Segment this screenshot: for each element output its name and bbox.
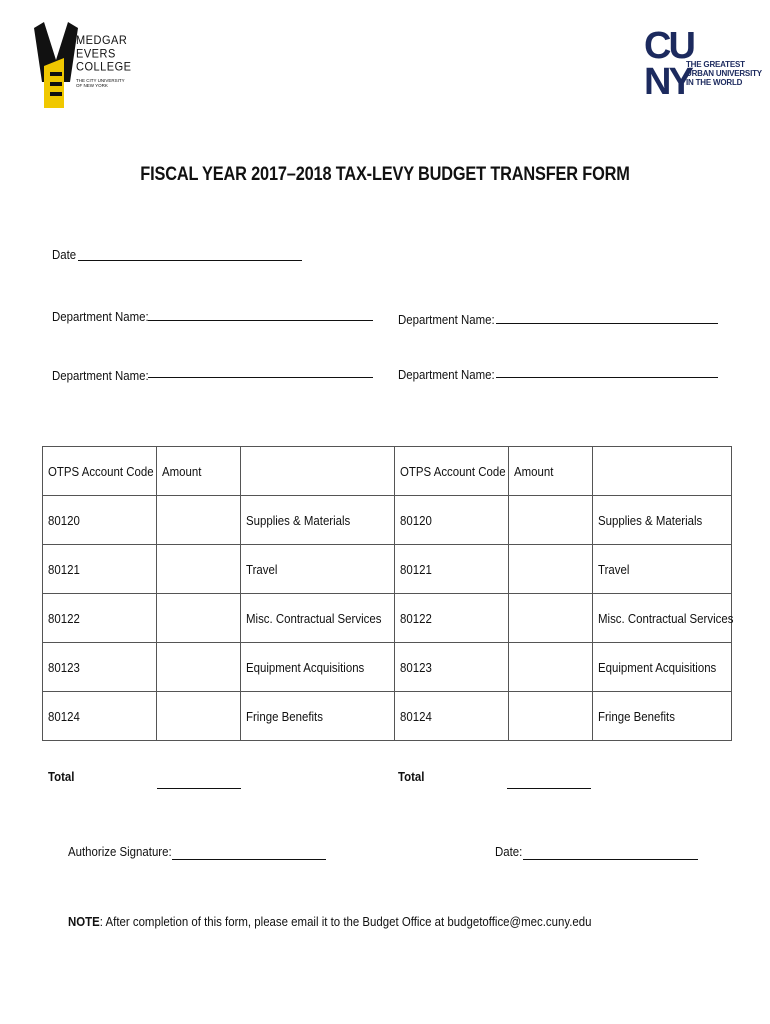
note-text (68, 914, 592, 929)
total-amount-field-left[interactable] (157, 788, 241, 789)
department-name-field-1[interactable] (148, 320, 373, 321)
account-description: Travel (593, 545, 732, 594)
table-row (43, 545, 732, 594)
total-label: Total (48, 769, 75, 784)
account-description: Supplies & Materials (593, 496, 732, 545)
column-header: Amount (157, 447, 241, 496)
amount-cell[interactable] (509, 643, 593, 692)
mec-logo-name: MEDGAR EVERS COLLEGE (76, 34, 132, 74)
signature-date-label: Date: (495, 844, 523, 859)
account-code: 80121 (395, 545, 509, 594)
account-code: 80124 (43, 692, 157, 741)
column-header: Amount (509, 447, 593, 496)
department-name-field-3[interactable] (148, 377, 373, 378)
signature-date-field[interactable] (523, 859, 698, 860)
amount-cell[interactable] (509, 594, 593, 643)
account-description: Equipment Acquisitions (593, 643, 732, 692)
total-label: Total (398, 769, 425, 784)
table-row (43, 496, 732, 545)
account-description: Fringe Benefits (593, 692, 732, 741)
account-description: Equipment Acquisitions (241, 643, 395, 692)
account-description: Supplies & Materials (241, 496, 395, 545)
department-name-label: Department Name: (52, 309, 149, 324)
date-field[interactable] (78, 260, 302, 261)
account-code: 80123 (395, 643, 509, 692)
amount-cell[interactable] (509, 692, 593, 741)
account-code: 80120 (395, 496, 509, 545)
amount-cell[interactable] (509, 496, 593, 545)
column-header (241, 447, 395, 496)
amount-cell[interactable] (157, 545, 241, 594)
department-name-label: Department Name: (398, 367, 495, 382)
account-description: Misc. Contractual Services (241, 594, 395, 643)
account-code: 80122 (43, 594, 157, 643)
table-row (43, 692, 732, 741)
amount-cell[interactable] (157, 594, 241, 643)
table-row (43, 643, 732, 692)
form-title: FISCAL YEAR 2017–2018 TAX-LEVY BUDGET TRANSFER FORM (140, 164, 630, 185)
amount-cell[interactable] (157, 692, 241, 741)
amount-cell[interactable] (157, 643, 241, 692)
note-label: NOTE (68, 914, 100, 929)
column-header: OTPS Account Code (43, 447, 157, 496)
column-header: OTPS Account Code (395, 447, 509, 496)
svg-text:NY: NY (644, 61, 691, 102)
department-name-label: Department Name: (398, 312, 495, 327)
cuny-tagline: THE GREATEST URBAN UNIVERSITY IN THE WORLD (686, 60, 762, 87)
account-code: 80120 (43, 496, 157, 545)
department-name-field-4[interactable] (496, 377, 718, 378)
date-label: Date (52, 247, 77, 262)
account-description: Fringe Benefits (241, 692, 395, 741)
authorize-signature-field[interactable] (172, 859, 326, 860)
account-code: 80121 (43, 545, 157, 594)
column-header (593, 447, 732, 496)
department-name-field-2[interactable] (496, 323, 718, 324)
table-header-row (43, 447, 732, 496)
account-code: 80122 (395, 594, 509, 643)
note-body: : After completion of this form, please email it to the Budget Office at budgetoffice@mec.cuny.edu (99, 914, 592, 929)
table-row (43, 594, 732, 643)
authorize-signature-label: Authorize Signature: (68, 844, 172, 859)
department-name-label: Department Name: (52, 368, 149, 383)
account-description: Travel (241, 545, 395, 594)
account-code: 80123 (43, 643, 157, 692)
account-description: Misc. Contractual Services (593, 594, 732, 643)
account-code: 80124 (395, 692, 509, 741)
total-amount-field-right[interactable] (507, 788, 591, 789)
svg-text:CU: CU (644, 25, 693, 67)
otps-transfer-table (42, 446, 732, 741)
amount-cell[interactable] (157, 496, 241, 545)
mec-logo-subtitle: THE CITY UNIVERSITY OF NEW YORK (76, 78, 125, 88)
amount-cell[interactable] (509, 545, 593, 594)
